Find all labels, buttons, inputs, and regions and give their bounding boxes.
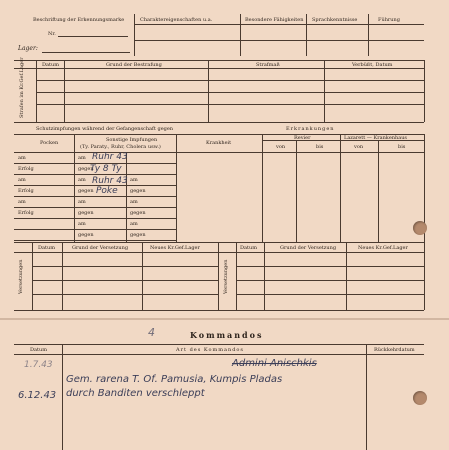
vacc-cell-right: gegen [78, 188, 94, 194]
vacc-cell-right: am [78, 177, 86, 183]
vacc-cell-right: am [78, 155, 86, 161]
transfers-col-camp-right: Neues Kr.Gef.Lager [358, 245, 408, 251]
handwriting-kdo-date1: 1.7.43 [24, 360, 53, 370]
kommandos-title: Kommandos [190, 330, 264, 340]
vacc-cell-right: am [78, 221, 86, 227]
transfers-col-reason-left: Grund der Versetzung [72, 245, 129, 251]
vacc-cell-left: Erfolg [18, 166, 34, 172]
kommandos-col-date: Datum [30, 347, 47, 353]
vacc-cell-right2: am [130, 177, 138, 183]
transfers-col-reason-right: Grund der Versetzung [280, 245, 337, 251]
handwriting-kdo-line3: durch Banditen verschleppt [66, 388, 205, 399]
vacc-cell-left: am [18, 155, 26, 161]
punch-hole-upper [413, 221, 427, 235]
punch-hole-lower [413, 391, 427, 405]
punishments-col-date: Datum [42, 62, 59, 68]
punishments-col-penalty: Strafmaß [256, 62, 280, 68]
lager-label: Lager: [18, 45, 38, 52]
vacc-cell-right2: gegen [130, 232, 146, 238]
transfers-col-date-right: Datum [240, 245, 257, 251]
vacc-cell-right: am [78, 199, 86, 205]
handwriting-kdo-line1: Admini Anischkis [232, 358, 317, 369]
revier-von: von [276, 144, 286, 150]
kommandos-col-return: Rückkehrdatum [374, 347, 415, 353]
transfers-side-label-left: Versetzungen [18, 259, 24, 294]
vacc-cell-right2: gegen [130, 188, 146, 194]
vacc-col-other-sub: (Ty. Paraty., Ruhr, Cholera usw.) [80, 144, 161, 150]
revier-bis: bis [316, 144, 324, 150]
vacc-cell-left: am [18, 199, 26, 205]
illness-col-revier: Revier [294, 135, 311, 141]
handwriting-kdo-line2: Gem. rarena T. Of. Pamusia, Kumpis Pladas [66, 374, 283, 385]
vacc-row-line [14, 240, 176, 241]
vacc-row-line [14, 207, 176, 208]
vacc-col-pocken: Pocken [40, 140, 59, 146]
handwriting-vacc-2: Ty 8 Ty [90, 164, 122, 174]
nr-label: Nr. [48, 31, 56, 37]
lazarett-bis: bis [398, 144, 406, 150]
vacc-cell-left: Erfolg [18, 188, 34, 194]
handwriting-vacc-4: Poke [96, 186, 118, 196]
vacc-cell-right2: gegen [130, 210, 146, 216]
handwriting-kdo-date3: 6.12.43 [18, 390, 57, 401]
vacc-col-other: Sonstige Impfungen [106, 137, 158, 143]
camp-label: Beschriftung der Erkennungsmarke [33, 17, 125, 23]
vacc-cell-right: gegen [78, 210, 94, 216]
transfers-col-camp-left: Neues Kr.Gef.Lager [150, 245, 200, 251]
handwriting-vacc-1: Ruhr 43 [92, 152, 128, 162]
vacc-row-line [14, 218, 176, 219]
vacc-row-line [14, 174, 176, 175]
handwriting-vacc-3: Ruhr 43 [92, 176, 128, 186]
transfers-col-date-left: Datum [38, 245, 55, 251]
illness-col-illness: Krankheit [206, 140, 232, 146]
handwriting-mark-4: 4 [148, 326, 155, 339]
vacc-cell-right: gegen [78, 232, 94, 238]
lazarett-von: von [354, 144, 364, 150]
languages-label: Sprachkenntnisse [312, 17, 358, 23]
punishments-col-served: Verbüßt, Datum [352, 62, 393, 68]
illness-col-lazarett: Lazarett — Krankenhaus [344, 135, 407, 141]
vacc-cell-right2: am [130, 221, 138, 227]
vacc-row-line [14, 229, 176, 230]
kommandos-col-type: Art des Kommandos [176, 347, 244, 353]
skills-label: Besondere Fähigkeiten [245, 17, 304, 23]
transfers-side-label-right: Versetzungen [223, 259, 229, 294]
vacc-cell-right2: am [130, 199, 138, 205]
vacc-cell-right: gegen [78, 166, 94, 172]
character-label: Charaktereigenschaften u.a. [140, 17, 213, 23]
vacc-cell-left: am [18, 177, 26, 183]
punishments-col-reason: Grund der Bestrafung [106, 62, 162, 68]
vacc-cell-left: Erfolg [18, 210, 34, 216]
illness-title: Erkrankungen [286, 126, 335, 132]
vacc-row-line [14, 196, 176, 197]
vaccinations-title: Schutzimpfungen während der Gefangenschaft gegen [36, 126, 174, 132]
punishments-side-label: Strafen im Kr.Gef.Lager [19, 57, 25, 118]
conduct-label: Führung [378, 17, 400, 23]
